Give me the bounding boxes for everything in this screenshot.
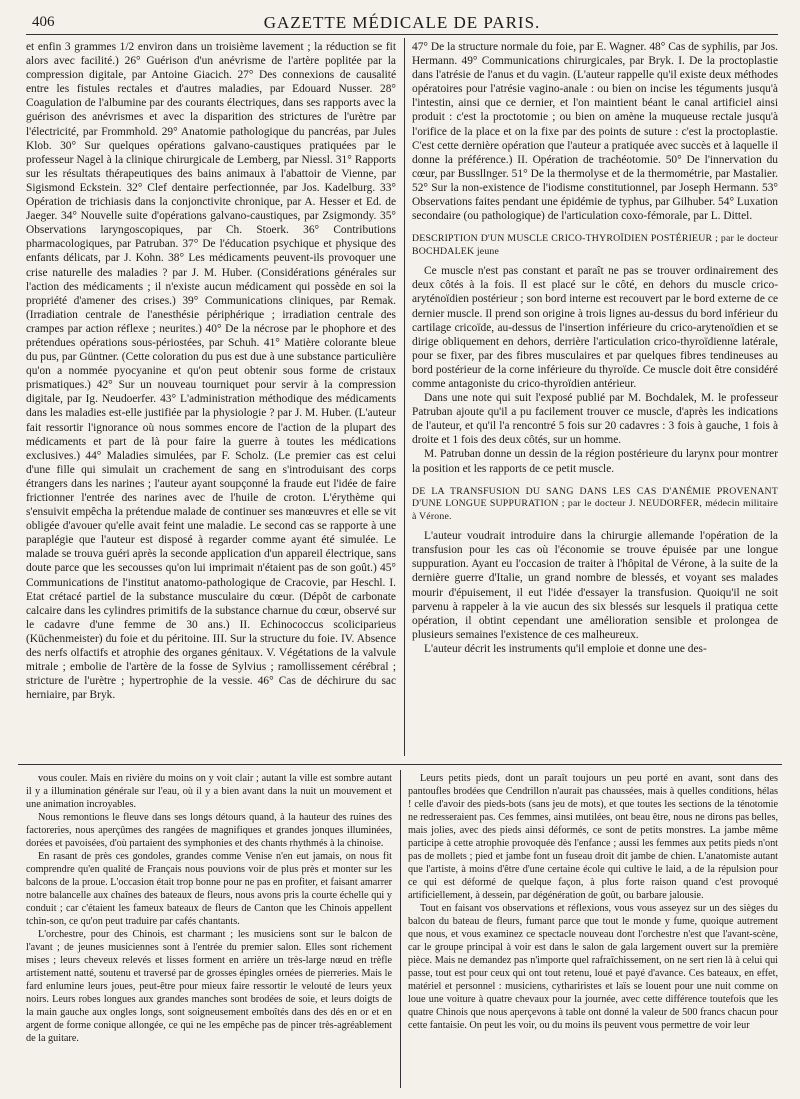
feuilleton-left-paragraph-2: Nous remontions le fleuve dans ses longs détours quand, à la hauteur des ruines des factoreries, nous aperçûmes des rangées de magnifiques et grandes jonques illuminées, dorées et pavoisées, d'où partaient des symphonies et des chants rhythmés à la chinoise. [26, 812, 392, 849]
feuilleton-left-column [26, 772, 392, 1090]
section2-paragraph-1: L'auteur voudrait introduire dans la chirurgie allemande l'opération de la transfusion pour les cas où l'économie se trouve épuisée par une longue suppuration. Ayant eu l'occasion de traiter à l'hôpital de Vérone, à la suite de la dernière guerre d'Italie, un grand nombre de blessés, et voyant ses malades mourir d'épuisement, il eut l'idée d'essayer la transfusion. Quoiqu'il ne soit parvenu à rappeler à la vie aucun des six blessés sur lesquels il pratiqua cette opération, il obtint cependant une amélioration sensible et prolongea de plusieurs semaines l'existence de ces malheureux. [412, 530, 778, 641]
section-title-transfusion: DE LA TRANSFUSION DU SANG DANS LES CAS D'ANÉMIE PROVENANT D'UNE LONGUE SUPPURATION ; par le docteur J. NEUDORFER, médecin militaire à Vérone. [412, 485, 778, 522]
section-title-crico-thyroidien: DESCRIPTION D'UN MUSCLE CRICO-THYROÏDIEN POSTÉRIEUR ; par le docteur BOCHDALEK jeune [412, 233, 778, 257]
section1-paragraph-3: M. Patruban donne un dessin de la région postérieure du larynx pour montrer la position et les rapports de ce petit muscle. [412, 448, 778, 475]
feuilleton-right-paragraph-2: Tout en faisant vos observations et réflexions, vous vous asseyez sur un des sièges du balcon du bateau de fleurs, fumant parce que tout le monde y fume, quoique autrement que nous, et vous examinez ce spectacle nouveau dont l'orchestre n'est que l'avant-scène, car le groupe principal à voir est dans le salon de gala largement ouvert sur la première pièce. Mais ne demandez pas n'importe quel rafraîchissement, on ne sert rien là à celui qui passe, tout est pour ceux qui ont tout retenu, loué et payé d'avance. Ces bateaux, en effet, matériel et personnel : musiciens, cythariristes et laïs se louent pour une nuit comme on loue une voiture à quatre chevaux pour la journée, avec cette différence toutefois que les quatre Chinois que nous aperçevons à table ont donné la valeur de 500 francs chacun pour cette fantaisie. On peut les voir, ou du moins ils peuvent vous permettre de voir leur [408, 903, 778, 1031]
feuilleton-left-paragraph-1: vous couler. Mais en rivière du moins on y voit clair ; autant la ville est sombre autant il y a illumination générale sur l'eau, où il y a bien avant dans la nuit un mouvement et une animation incroyables. [26, 773, 392, 810]
feuilleton-left-paragraph-3: En rasant de près ces gondoles, grandes comme Venise n'en eut jamais, on nous fit comprendre qu'en qualité de Français nous pouvions voir de plus près et monter sur les balcons de la proue. L'occasion était trop bonne pour ne pas en profiter, et faisant amarrer notre balancelle aux chaînes des bateaux de fleurs, nous avons pris la courte échelle qui y conduit ; car c'étaient les fameux bateaux de fleurs de Canton que les Chinois appellent tchin-son, ce qu'on peut traduire par cafés chantants. [26, 851, 392, 927]
left-column [26, 40, 396, 758]
section2-paragraph-2: L'auteur décrit les instruments qu'il emploie et donne une des- [424, 642, 707, 655]
feuilleton-divider [18, 764, 782, 765]
column-divider-lower [400, 770, 401, 1088]
left-column-text: et enfin 3 grammes 1/2 environ dans un troisième lavement ; la réduction se fit alors avec facilité.) 26° Guérison d'un anévrisme de l'artère poplitée par la compression digitale, par Antoine Giacich. 27° Des connexions de causalité entre les fistules rectales et d'autres maladies, par Edouard Nusser. 28° Coagulation de l'albumine par des courants électriques, dans ses rapports avec la guérison des anévrismes et avec la disparition des strictures de l'urètre par l'électricité, par Frommhold. 29° Anatomie pathologique du pancréas, par Jules Klob. 30° Sur quelques opérations galvano-caustiques pratiquées par le professeur Nagel à la clinique chirurgicale de Lemberg, par Niessl. 31° Rapports sur les résultats thérapeutiques des bains animaux à l'abattoir de Vienne, par Sigismond Eckstein. 32° Clef dentaire perfectionnée, par Jos. Kadelburg. 33° Opération de trichiasis dans la conjonctivite chronique, par A. Hesser et Ed. de Jaeger. 34° Nouvelle suite d'opérations galvano-caustiques, par Zsigmondy. 35° Observations laryngoscopiques, par Ch. Stoerk. 36° Contributions pharmacologiques, par Patruban. 37° De l'éducation psychique et physique des enfants délicats, par J. Kohn. 38° Les médicaments peuvent-ils provoquer une crise naturelle des maladies ? par J. M. Huber. (Considérations générales sur l'action des médicaments ; il n'existe aucun médicament qui possède en soi la propriété d'amener des crises.) 39° Communications cliniques, par Remak. (Irradiation centrale de l'anesthésie périphérique ; irradiation centrale des crampes par action réflexe ; neurites.) 40° De la nécrose par le phophore et des prétendues opérations sous-périostées, par Schuh. 41° Matière colorante bleue du pus, par Güntner. (Cette coloration du pus est due à une substance particulière qu'on a nommée pyocyanine et qu'on peut obtenir sous forme de cristaux prismatiques.) 42° Sur un nouveau tourniquet pour servir à la compression digitale, par Ig. Neudoerfer. 43° L'administration méthodique des médicaments dans les maladies est-elle justifiée par la physiologie ? par J. M. Huber. (L'auteur fait ressortir l'ignorance où nous sommes encore de l'action de la plupart des médicaments et part de là pour faire la guerre à toutes les médications exclusives.) 44° Maladies simulées, par F. Scholz. (Le premier cas est celui d'une fille qui simulait un crachement de sang en s'introduisant des corps étrangers dans les narines ; l'auteur ayant soupçonné la fraude eut l'idée de faire frictionner l'entrée des narines avec de l'huile de croton. L'érythème qui s'ensuivit empêcha la prétendue malade de continuer ses manœuvres et elle se vit obligée d'avouer qu'elle avait feint une maladie. Le second cas se rapporte à une paraplégie que l'auteur est disposé à regarder comme ayant été simulée. Le malade se trouva guéri après la seconde application d'un appareil électrique, sans doute parce que les secousses qu'on lui imprimait n'étaient pas de son goût.) 45° Communications de l'institut anatomo-pathologique de Cracovie, par Heschl. I. Etat crétacé partiel de la substance musculaire du cœur. (Dépôt de carbonate calcaire dans les cylindres primitifs de la substance charnue du cœur, observé sur le cadavre d'une femme de 30 ans.) II. Echinococcus scoliciparieus (Küchenmeister) du foie et du péritoine. III. Sur la structure du foie. IV. Absence des nerfs olfactifs et atrophie des organes génitaux. V. Végétations de la valvule mitrale ; embolie de l'artère de la fosse de Sylvius ; ramollissement cérébral ; stricture de l'urètre ; hypertrophie de la vessie. 46° Cas de déchirure du sac herniaire, par Bryk. [26, 41, 396, 702]
section1-paragraph-1: Ce muscle n'est pas constant et paraît ne pas se trouver ordinairement des deux côtés à la fois. Il est placé sur le côté, en dehors du muscle crico-aryténoïdien postérieur ; son bord interne est recouvert par le bord externe de ce dernier muscle. Il prend son origine à trois lignes au-dessus du bord inférieur du cartilage cricoïde, au-dessus de l'insertion inférieure du crico-arytenoïdien et se dirige obliquement en dehors, derrière l'articulation crico-thyroïdienne latérale, pour se fixer, par des fibres musculaires et par quelques fibres tendineuses au bord postérieur de la corne inférieure du thyroïde. Ce muscle doit être considéré comme antagoniste du crico-thyroïdien antérieur. [412, 265, 778, 390]
right-column-continuation: 47° De la structure normale du foie, par E. Wagner. 48° Cas de syphilis, par Jos. Hermann. 49° Communications chirurgicales, par Bryk. I. De la proctoplastie dans l'atrésie de l'anus et du vagin. (L'auteur rappelle qu'il existe deux méthodes opératoires pour l'atrésie vagino-anale : ou bien on incise les téguments jusqu'à l'intestin, ainsi que ce dernier, et l'on maintient béant le canal artificiel ainsi produit : c'est la proctotomie ; ou bien on amène la muqueuse rectale jusqu'à l'orifice de la place et on la fixe par des points de suture : c'est la proctoplastie. C'est cette dernière opération que l'auteur a pratiquée avec succès et à laquelle il donne la préférence.) II. Opération de trachéotomie. 50° De l'innervation du cœur, par Bussllnger. 51° De la thermolyse et de la thermométrie, par Mastalier. 52° Sur la non-existence de l'iodisme constitutionnel, par Joseph Hermann. 53° Observations faites pendant une épidémie de typhus, par Gilhuber. 54° Luxation secondaire (ou pathologique) de l'articulation coxo-fémorale, par L. Dittel. [412, 41, 778, 223]
feuilleton-left-paragraph-4: L'orchestre, pour des Chinois, est charmant ; les musiciens sont sur le balcon de l'avant ; de jeunes musiciennes sont à l'entrée du premier salon. Elles sont richement mises ; leurs cheveux relevés et lisses forment en arrière un très-large nœud en trèfle artistement natté, soutenu et traversé par de grosses épingles ornées de pierreries. Mais le fard enlumine leurs joues, peut-être pour mieux faire ressortir le velouté de leurs yeux noirs. Leurs robes longues aux grandes manches sont brodées de soie, et leurs doigts de la main gauche aux ongles longs, sont soigneusement emboîtés dans des dés en or et en argent de forme conique allongée, ce qui ne les empêche pas de pincer très-agréablement de la guitare. [26, 929, 392, 1044]
right-column [412, 40, 778, 758]
feuilleton-right-column [408, 772, 778, 1090]
page-header [26, 10, 778, 35]
feuilleton-right-paragraph-1: Leurs petits pieds, dont un paraît toujours un peu porté en avant, sont dans des pantoufles brodées que Cendrillon n'aurait pas chaussées, mais à quelles conditions, hélas ! celle d'avoir des pieds-bots (sans jeu de mots), et que toutes les sections de la ténotomie ne redresseraient pas. Ces femmes, ainsi mutilées, ont beau être, nous ne dirons pas belles, mais jolies, avec des pieds ainsi déformés, ce sont de petits monstres. La jambe même participe à cette atrophie provoquée dès l'enfance ; aussi les femmes aux petits pieds n'ont pas de mollets ; pied et jambe font un fuseau droit dit jambe de chien. L'anatomiste autant que l'artiste, à moins d'être d'une certaine école qui cultive le laid, a de la répulsion pour ce qui est déformé de quelque façon, à plus forte raison quand c'est provoqué artificiellement, à dessein, par dégénération de goût, ou barbare jalousie. [408, 773, 778, 901]
journal-title: GAZETTE MÉDICALE DE PARIS. [263, 13, 541, 32]
page-number: 406 [32, 14, 55, 30]
column-divider-upper [404, 38, 405, 756]
section1-paragraph-2: Dans une note qui suit l'exposé publié par M. Bochdalek, M. le professeur Patruban ajoute qu'il a pu facilement trouver ce muscle, d'après les indications de l'auteur, et qu'il l'a rencontré 5 fois sur 20 cadavres : 3 fois à gauche, 1 fois à droite et 1 fois des deux côtés, sur un homme. [412, 392, 778, 447]
